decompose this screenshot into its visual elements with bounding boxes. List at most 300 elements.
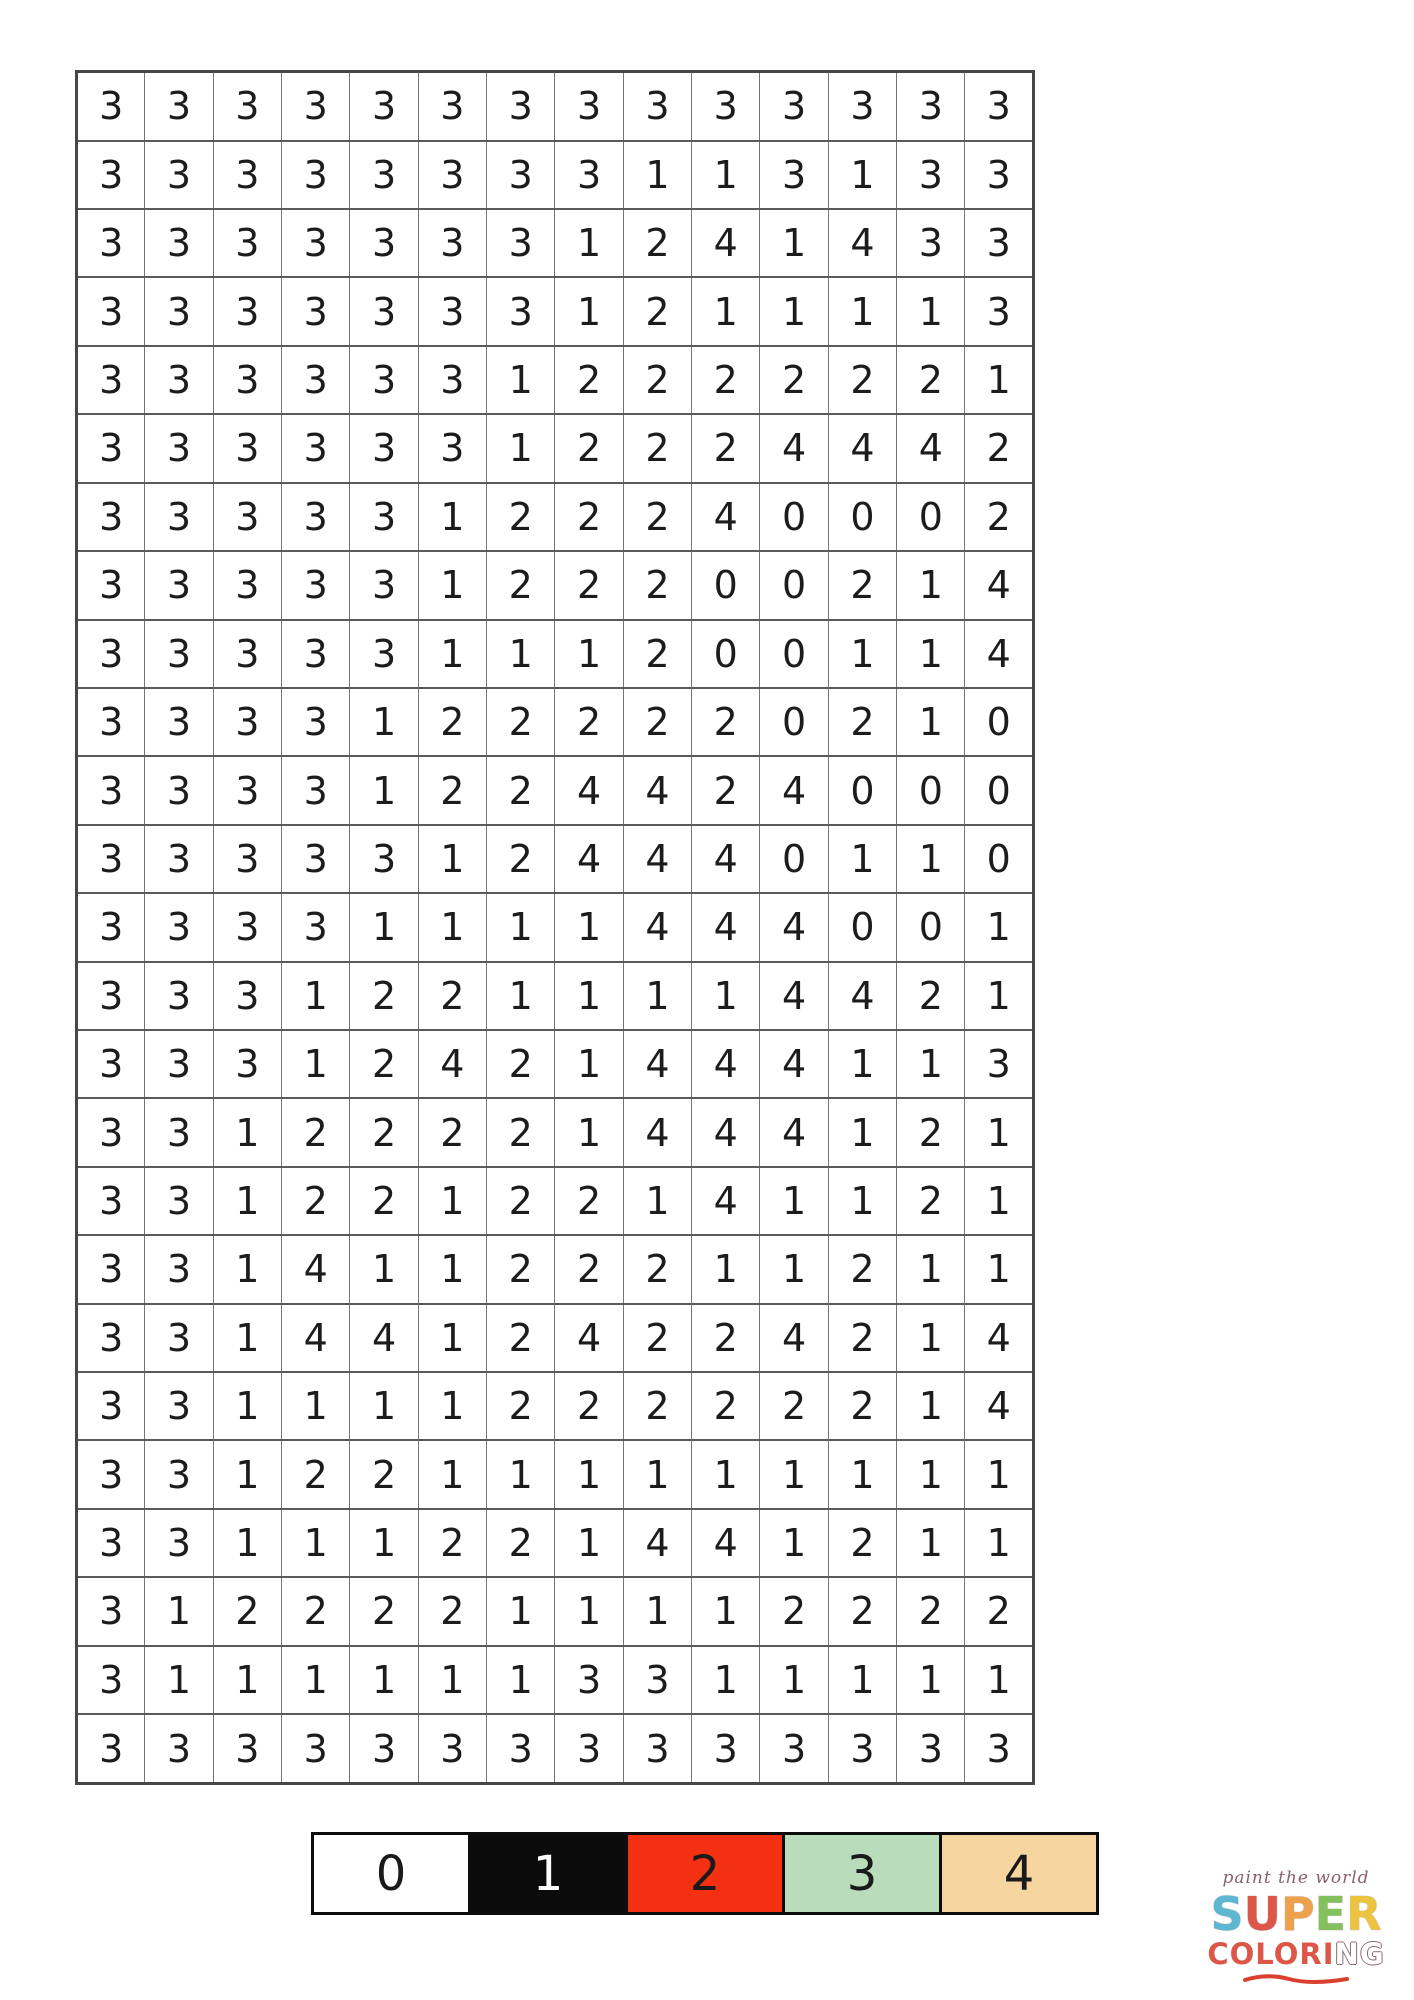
grid-cell: 1: [282, 1030, 350, 1098]
grid-cell: 3: [213, 756, 281, 824]
grid-row: [77, 1304, 1034, 1372]
grid-cell: 2: [418, 1098, 486, 1166]
grid-cell: 3: [350, 209, 418, 277]
grid-cell: 2: [487, 1167, 555, 1235]
grid-cell: 1: [282, 1646, 350, 1714]
grid-cell: 1: [897, 277, 965, 345]
grid-cell: 3: [145, 893, 213, 961]
logo-letter: I: [1322, 1937, 1335, 1971]
grid-cell: 3: [555, 1646, 623, 1714]
grid-cell: 3: [145, 756, 213, 824]
logo-wordmark-super: [1196, 1887, 1396, 1941]
grid-cell: 1: [487, 893, 555, 961]
grid-cell: 1: [897, 1030, 965, 1098]
grid-cell: 3: [77, 1030, 145, 1098]
grid-cell: 2: [418, 688, 486, 756]
grid-cell: 2: [350, 1030, 418, 1098]
grid-row: [77, 1098, 1034, 1166]
grid-cell: 2: [282, 1440, 350, 1508]
color-legend: [311, 1832, 1099, 1915]
grid-cell: 4: [555, 1304, 623, 1372]
grid-cell: 0: [828, 893, 896, 961]
grid-cell: 2: [555, 483, 623, 551]
grid-row: [77, 1372, 1034, 1440]
grid-cell: 3: [213, 346, 281, 414]
grid-cell: 4: [965, 1372, 1034, 1440]
grid-cell: 3: [828, 1714, 896, 1784]
logo-letter: S: [1210, 1887, 1244, 1941]
grid-cell: 3: [487, 72, 555, 141]
logo-tagline: paint the world: [1222, 1868, 1370, 1888]
grid-cell: 3: [77, 414, 145, 482]
grid-cell: 1: [897, 1372, 965, 1440]
grid-cell: 4: [828, 414, 896, 482]
logo-letter: C: [1207, 1937, 1230, 1971]
grid-cell: 1: [555, 893, 623, 961]
grid-cell: 3: [77, 72, 145, 141]
grid-cell: 3: [77, 1372, 145, 1440]
legend-cell: [468, 1832, 628, 1915]
grid-row: [77, 414, 1034, 482]
grid-cell: 3: [555, 1714, 623, 1784]
grid-cell: 1: [350, 688, 418, 756]
grid-cell: 2: [760, 346, 828, 414]
grid-cell: 1: [418, 1167, 486, 1235]
grid-cell: 4: [692, 893, 760, 961]
grid-cell: 3: [418, 414, 486, 482]
grid-cell: 3: [77, 141, 145, 209]
grid-cell: 1: [555, 1440, 623, 1508]
grid-cell: 2: [487, 1098, 555, 1166]
grid-cell: 3: [213, 825, 281, 893]
grid-cell: 0: [897, 756, 965, 824]
grid-cell: 3: [145, 277, 213, 345]
grid-cell: 1: [760, 209, 828, 277]
grid-cell: 3: [77, 620, 145, 688]
grid-cell: 2: [487, 551, 555, 619]
grid-cell: 1: [965, 1235, 1034, 1303]
grid-cell: 3: [965, 1030, 1034, 1098]
grid-cell: 2: [965, 414, 1034, 482]
logo-letter: O: [1273, 1937, 1300, 1971]
grid-cell: 2: [760, 1577, 828, 1645]
grid-cell: 1: [623, 1440, 691, 1508]
grid-cell: 3: [145, 1304, 213, 1372]
logo-letter: E: [1314, 1887, 1347, 1941]
grid-cell: 3: [145, 209, 213, 277]
grid-cell: 1: [897, 1440, 965, 1508]
grid-cell: 3: [77, 1646, 145, 1714]
grid-cell: 2: [487, 1372, 555, 1440]
grid-cell: 3: [350, 620, 418, 688]
grid-cell: 2: [418, 962, 486, 1030]
grid-cell: 4: [760, 756, 828, 824]
grid-cell: 1: [692, 1646, 760, 1714]
legend-number: 2: [689, 1845, 721, 1902]
grid-cell: 2: [623, 1372, 691, 1440]
grid-cell: 1: [350, 756, 418, 824]
grid-cell: 3: [965, 1714, 1034, 1784]
grid-cell: 3: [282, 620, 350, 688]
grid-cell: 2: [418, 1509, 486, 1577]
grid-cell: 4: [692, 209, 760, 277]
grid-cell: 3: [487, 209, 555, 277]
grid-cell: 0: [760, 825, 828, 893]
legend-cell: [939, 1832, 1099, 1915]
grid-cell: 2: [965, 483, 1034, 551]
grid-cell: 4: [418, 1030, 486, 1098]
grid-cell: 3: [213, 962, 281, 1030]
grid-cell: 3: [145, 414, 213, 482]
grid-cell: 2: [555, 346, 623, 414]
grid-row: [77, 346, 1034, 414]
legend-number: 1: [532, 1845, 564, 1902]
grid-row: [77, 1167, 1034, 1235]
grid-cell: 3: [897, 209, 965, 277]
grid-cell: 3: [77, 346, 145, 414]
grid-cell: 1: [350, 1372, 418, 1440]
grid-cell: 4: [623, 893, 691, 961]
grid-cell: 3: [77, 962, 145, 1030]
grid-cell: 1: [487, 414, 555, 482]
grid-row: [77, 1509, 1034, 1577]
grid-cell: 2: [828, 1577, 896, 1645]
grid-cell: 3: [487, 1714, 555, 1784]
grid-cell: 2: [692, 756, 760, 824]
grid-cell: 1: [760, 1440, 828, 1508]
grid-row: [77, 756, 1034, 824]
grid-cell: 1: [487, 1646, 555, 1714]
grid-cell: 4: [692, 483, 760, 551]
grid-cell: 3: [350, 825, 418, 893]
grid-cell: 1: [760, 1509, 828, 1577]
grid-cell: 3: [213, 209, 281, 277]
grid-cell: 1: [692, 1235, 760, 1303]
grid-cell: 0: [760, 620, 828, 688]
grid-row: [77, 1577, 1034, 1645]
grid-cell: 0: [965, 825, 1034, 893]
grid-cell: 4: [760, 962, 828, 1030]
grid-cell: 3: [213, 688, 281, 756]
grid-cell: 4: [555, 756, 623, 824]
grid-cell: 1: [692, 141, 760, 209]
grid-cell: 2: [555, 688, 623, 756]
grid-cell: 3: [145, 620, 213, 688]
grid-cell: 3: [282, 688, 350, 756]
grid-cell: 1: [692, 1577, 760, 1645]
grid-cell: 2: [897, 1098, 965, 1166]
grid-cell: 1: [965, 1646, 1034, 1714]
grid-cell: 4: [623, 825, 691, 893]
grid-cell: 2: [555, 414, 623, 482]
grid-cell: 3: [623, 1714, 691, 1784]
grid-cell: 0: [897, 893, 965, 961]
grid-cell: 1: [828, 1167, 896, 1235]
grid-cell: 3: [418, 209, 486, 277]
grid-cell: 3: [828, 72, 896, 141]
grid-cell: 3: [350, 483, 418, 551]
grid-cell: 2: [692, 1372, 760, 1440]
grid-cell: 2: [282, 1098, 350, 1166]
grid-cell: 3: [77, 1235, 145, 1303]
grid-cell: 1: [828, 620, 896, 688]
grid-cell: 2: [692, 1304, 760, 1372]
grid-cell: 1: [213, 1440, 281, 1508]
grid-cell: 1: [487, 346, 555, 414]
grid-cell: 2: [350, 1577, 418, 1645]
grid-cell: 3: [145, 688, 213, 756]
logo-letter: O: [1229, 1937, 1256, 1971]
grid-cell: 4: [623, 756, 691, 824]
grid-cell: 1: [418, 1440, 486, 1508]
grid-cell: 1: [623, 141, 691, 209]
grid-cell: 3: [282, 277, 350, 345]
grid-cell: 2: [965, 1577, 1034, 1645]
grid-row: [77, 483, 1034, 551]
grid-cell: 3: [350, 414, 418, 482]
grid-row: [77, 1235, 1034, 1303]
grid-cell: 3: [145, 1372, 213, 1440]
grid-cell: 2: [623, 209, 691, 277]
grid-row: [77, 1030, 1034, 1098]
grid-cell: 3: [145, 962, 213, 1030]
grid-cell: 2: [897, 346, 965, 414]
grid-cell: 3: [555, 141, 623, 209]
grid-cell: 3: [282, 893, 350, 961]
grid-cell: 3: [77, 277, 145, 345]
grid-cell: 3: [623, 1646, 691, 1714]
grid-cell: 1: [350, 1235, 418, 1303]
grid-cell: 4: [897, 414, 965, 482]
grid-cell: 3: [145, 1098, 213, 1166]
grid-cell: 1: [897, 620, 965, 688]
grid-cell: 1: [555, 1030, 623, 1098]
grid-cell: 3: [77, 483, 145, 551]
grid-cell: 2: [623, 277, 691, 345]
grid-cell: 2: [282, 1167, 350, 1235]
grid-cell: 2: [350, 1440, 418, 1508]
grid-cell: 1: [623, 1577, 691, 1645]
grid-cell: 1: [213, 1509, 281, 1577]
grid-cell: 2: [623, 551, 691, 619]
grid-cell: 2: [213, 1577, 281, 1645]
grid-cell: 1: [487, 1440, 555, 1508]
grid-cell: 2: [623, 688, 691, 756]
logo-letter: N: [1334, 1937, 1360, 1971]
grid-cell: 4: [623, 1098, 691, 1166]
grid-cell: 1: [897, 825, 965, 893]
grid-cell: 3: [282, 414, 350, 482]
grid-cell: 4: [760, 1304, 828, 1372]
logo-underline-squiggle-icon: [1241, 1973, 1351, 1985]
grid-cell: 1: [692, 277, 760, 345]
grid-row: [77, 1714, 1034, 1784]
grid-cell: 2: [828, 1304, 896, 1372]
grid-cell: 3: [282, 825, 350, 893]
grid-cell: 3: [623, 72, 691, 141]
grid-cell: 1: [965, 1098, 1034, 1166]
grid-cell: 1: [487, 962, 555, 1030]
grid-cell: 1: [965, 1167, 1034, 1235]
grid-cell: 4: [760, 1030, 828, 1098]
grid-cell: 2: [897, 1577, 965, 1645]
grid-cell: 3: [418, 346, 486, 414]
grid-cell: 2: [350, 962, 418, 1030]
grid-cell: 2: [623, 414, 691, 482]
grid-cell: 3: [145, 1235, 213, 1303]
grid-cell: 1: [828, 1030, 896, 1098]
grid-cell: 1: [418, 893, 486, 961]
grid-cell: 3: [77, 1440, 145, 1508]
grid-cell: 1: [555, 1509, 623, 1577]
grid-cell: 3: [965, 209, 1034, 277]
grid-cell: 1: [145, 1646, 213, 1714]
grid-cell: 2: [828, 551, 896, 619]
grid-cell: 3: [77, 551, 145, 619]
grid-cell: 3: [760, 141, 828, 209]
grid-cell: 2: [350, 1098, 418, 1166]
grid-row: [77, 962, 1034, 1030]
grid-cell: 3: [145, 1509, 213, 1577]
grid-cell: 1: [965, 893, 1034, 961]
grid-cell: 1: [350, 1509, 418, 1577]
grid-cell: 0: [760, 483, 828, 551]
grid-cell: 2: [623, 1235, 691, 1303]
grid-cell: 3: [418, 72, 486, 141]
grid-cell: 1: [897, 1646, 965, 1714]
grid-row: [77, 277, 1034, 345]
grid-cell: 3: [77, 1167, 145, 1235]
grid-cell: 1: [760, 1646, 828, 1714]
grid-cell: 3: [213, 1030, 281, 1098]
grid-cell: 3: [965, 72, 1034, 141]
grid-cell: 0: [828, 756, 896, 824]
logo-letter: L: [1255, 1937, 1274, 1971]
grid-cell: 3: [282, 756, 350, 824]
grid-cell: 2: [828, 346, 896, 414]
legend-number: 3: [846, 1845, 878, 1902]
grid-cell: 3: [282, 1714, 350, 1784]
grid-cell: 3: [350, 72, 418, 141]
grid-cell: 3: [418, 1714, 486, 1784]
grid-cell: 0: [897, 483, 965, 551]
grid-cell: 1: [213, 1235, 281, 1303]
grid-cell: 4: [692, 1030, 760, 1098]
grid-cell: 2: [828, 688, 896, 756]
legend-cell: [782, 1832, 942, 1915]
grid-cell: 1: [418, 1235, 486, 1303]
logo-letter: U: [1243, 1887, 1281, 1941]
grid-cell: 2: [487, 1304, 555, 1372]
grid-cell: 2: [555, 1235, 623, 1303]
logo-letter: R: [1299, 1937, 1323, 1971]
grid-cell: 2: [828, 1509, 896, 1577]
grid-cell: 1: [760, 1235, 828, 1303]
grid-cell: 4: [692, 1509, 760, 1577]
logo-letter: G: [1359, 1937, 1385, 1971]
grid-row: [77, 893, 1034, 961]
grid-cell: 2: [623, 620, 691, 688]
grid-cell: 2: [487, 1235, 555, 1303]
grid-cell: 1: [555, 209, 623, 277]
grid-cell: 1: [555, 620, 623, 688]
grid-cell: 3: [350, 277, 418, 345]
grid-cell: 2: [897, 962, 965, 1030]
grid-cell: 3: [350, 141, 418, 209]
grid-cell: 3: [145, 551, 213, 619]
grid-cell: 2: [692, 688, 760, 756]
grid-cell: 1: [965, 346, 1034, 414]
grid-cell: 2: [623, 1304, 691, 1372]
grid-cell: 2: [282, 1577, 350, 1645]
grid-cell: 3: [487, 277, 555, 345]
grid-cell: 3: [145, 346, 213, 414]
grid-cell: 4: [350, 1304, 418, 1372]
grid-cell: 0: [828, 483, 896, 551]
grid-cell: 4: [282, 1304, 350, 1372]
grid-cell: 3: [145, 72, 213, 141]
grid-cell: 1: [828, 825, 896, 893]
grid-cell: 4: [692, 1098, 760, 1166]
grid-cell: 3: [77, 893, 145, 961]
grid-cell: 1: [213, 1304, 281, 1372]
grid-cell: 0: [965, 756, 1034, 824]
grid-cell: 3: [282, 72, 350, 141]
grid-cell: 3: [213, 141, 281, 209]
grid-cell: 3: [213, 483, 281, 551]
grid-cell: 3: [213, 620, 281, 688]
grid-cell: 2: [487, 688, 555, 756]
grid-cell: 2: [487, 1509, 555, 1577]
grid-cell: 4: [555, 825, 623, 893]
grid-cell: 4: [760, 893, 828, 961]
grid-cell: 2: [418, 1577, 486, 1645]
grid-cell: 3: [692, 72, 760, 141]
grid-cell: 3: [213, 893, 281, 961]
grid-cell: 1: [418, 825, 486, 893]
grid-cell: 1: [760, 1167, 828, 1235]
grid-cell: 0: [692, 551, 760, 619]
grid-cell: 1: [897, 1304, 965, 1372]
grid-row: [77, 551, 1034, 619]
grid-cell: 2: [555, 1167, 623, 1235]
grid-cell: 1: [418, 620, 486, 688]
supercoloring-logo: [1196, 1870, 1396, 1985]
grid-row: [77, 620, 1034, 688]
grid-cell: 3: [282, 141, 350, 209]
grid-cell: 3: [77, 756, 145, 824]
grid-cell: 1: [828, 1646, 896, 1714]
grid-cell: 3: [145, 483, 213, 551]
grid-cell: 3: [77, 1098, 145, 1166]
grid-row: [77, 1440, 1034, 1508]
grid-cell: 2: [555, 551, 623, 619]
grid-cell: 1: [623, 1167, 691, 1235]
grid-cell: 0: [965, 688, 1034, 756]
grid-cell: 1: [350, 1646, 418, 1714]
grid-cell: 1: [350, 893, 418, 961]
grid-cell: 2: [623, 483, 691, 551]
grid-cell: 2: [487, 825, 555, 893]
grid-cell: 1: [897, 688, 965, 756]
grid-cell: 2: [487, 1030, 555, 1098]
grid-cell: 1: [418, 1646, 486, 1714]
grid-cell: 1: [623, 962, 691, 1030]
grid-cell: 0: [760, 551, 828, 619]
grid-cell: 1: [418, 483, 486, 551]
grid-cell: 4: [692, 1167, 760, 1235]
grid-cell: 4: [965, 1304, 1034, 1372]
